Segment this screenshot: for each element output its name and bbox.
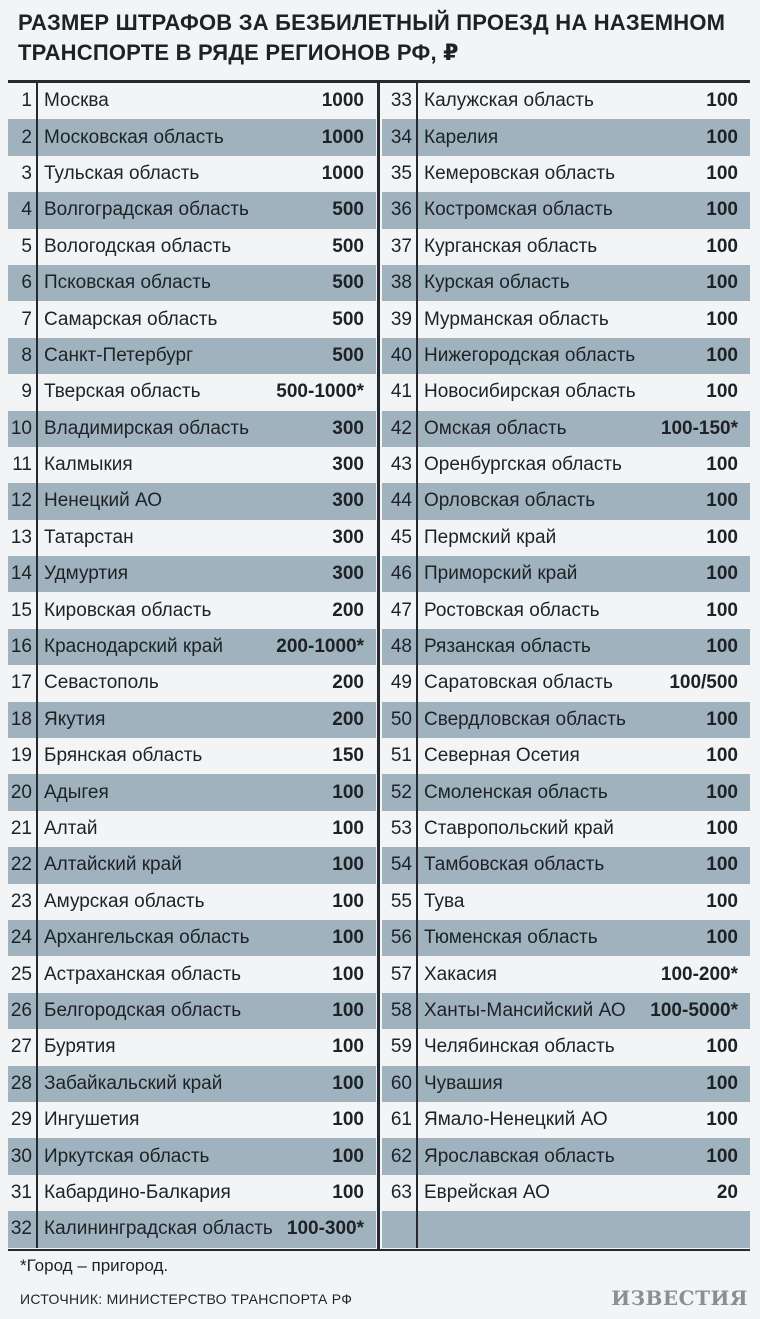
row-number: 1 <box>8 83 38 119</box>
table-row <box>382 920 750 956</box>
table-column-left <box>8 83 376 1249</box>
region-name: Тульская область <box>44 162 200 184</box>
fine-value: 100 <box>706 344 738 366</box>
row-number: 14 <box>8 556 38 592</box>
fine-value: 150 <box>332 745 364 767</box>
fine-value: 100 <box>332 927 364 949</box>
region-name: Нижегородская область <box>424 344 636 366</box>
region-name: Адыгея <box>44 781 109 803</box>
fine-value: 100 <box>332 818 364 839</box>
row-number: 56 <box>382 920 418 956</box>
row-number: 62 <box>382 1138 418 1174</box>
region-name: Орловская область <box>424 490 596 512</box>
table-row <box>8 702 376 738</box>
region-name: Бурятия <box>44 1036 116 1058</box>
region-name: Костромская область <box>424 199 613 221</box>
table-row <box>382 338 750 374</box>
table-row <box>382 738 750 774</box>
fine-value: 100 <box>706 126 738 148</box>
row-number: 61 <box>382 1102 418 1138</box>
region-name: Москва <box>44 90 109 112</box>
table-row <box>382 993 750 1029</box>
table-row <box>8 1102 376 1138</box>
row-number: 18 <box>8 702 38 738</box>
region-name: Самарская область <box>44 308 218 330</box>
row-number: 36 <box>382 192 418 228</box>
table-row <box>8 192 376 228</box>
fine-value: 100 <box>332 963 364 985</box>
table-row <box>382 1138 750 1174</box>
fine-value: 100 <box>706 162 738 184</box>
region-name: Алтайский край <box>44 854 182 876</box>
region-name: Татарстан <box>44 526 134 548</box>
table-row <box>8 665 376 701</box>
region-name: Волгоградская область <box>44 199 249 221</box>
fine-value: 100/500 <box>669 672 738 694</box>
region-name: Псковская область <box>44 272 211 294</box>
region-name: Приморский край <box>424 563 578 585</box>
row-number: 23 <box>8 884 38 920</box>
region-name: Оренбургская область <box>424 454 622 476</box>
table-row <box>8 884 376 920</box>
fine-value: 20 <box>716 1181 738 1203</box>
fine-value: 300 <box>332 417 364 439</box>
fine-value: 100 <box>706 454 738 476</box>
row-number: 9 <box>8 374 38 410</box>
fine-value: 100 <box>332 854 364 876</box>
table-row <box>8 774 376 810</box>
fine-value: 200 <box>332 672 364 694</box>
region-name: Тюменская область <box>424 927 598 949</box>
fine-value: 100 <box>706 199 738 221</box>
region-name: Калининградская область <box>44 1218 273 1240</box>
table-row <box>382 592 750 628</box>
fine-value: 100 <box>706 308 738 330</box>
row-number: 46 <box>382 556 418 592</box>
fine-value: 200 <box>332 708 364 730</box>
fine-value: 100 <box>706 381 738 403</box>
row-number: 60 <box>382 1066 418 1102</box>
row-number: 50 <box>382 702 418 738</box>
table-row <box>382 1175 750 1211</box>
region-name: Тверская область <box>44 381 201 403</box>
row-number: 41 <box>382 374 418 410</box>
region-name: Московская область <box>44 126 224 148</box>
row-number: 31 <box>8 1175 38 1211</box>
fine-value: 500-1000* <box>276 381 364 403</box>
table-row <box>8 338 376 374</box>
fine-value: 1000 <box>321 126 364 148</box>
row-number: 49 <box>382 665 418 701</box>
table-row <box>382 847 750 883</box>
region-name: Челябинская область <box>424 1036 615 1058</box>
fine-value: 300 <box>332 526 364 548</box>
region-name: Кировская область <box>44 599 212 621</box>
table-row <box>382 956 750 992</box>
region-name: Смоленская область <box>424 781 608 803</box>
row-number: 54 <box>382 847 418 883</box>
region-name: Тува <box>424 890 465 912</box>
region-name: Калмыкия <box>44 454 133 476</box>
row-number: 34 <box>382 119 418 155</box>
row-number: 21 <box>8 811 38 847</box>
fine-value: 100-200* <box>660 963 738 985</box>
table-row <box>382 629 750 665</box>
row-number: 25 <box>8 956 38 992</box>
region-name: Владимирская область <box>44 417 249 439</box>
row-number: 7 <box>8 301 38 337</box>
table-row <box>382 265 750 301</box>
fine-value: 1000 <box>321 90 364 112</box>
fine-value: 100 <box>706 1072 738 1094</box>
fine-value: 100 <box>706 526 738 548</box>
region-name: Амурская область <box>44 890 205 912</box>
region-name: Удмуртия <box>44 563 128 585</box>
region-name: Иркутская область <box>44 1145 210 1167</box>
fine-value: 100 <box>706 235 738 257</box>
row-number: 12 <box>8 483 38 519</box>
table-row <box>8 520 376 556</box>
fine-value: 100 <box>706 563 738 585</box>
row-number: 52 <box>382 774 418 810</box>
row-number: 63 <box>382 1175 418 1211</box>
fine-value: 100-150* <box>660 417 738 439</box>
row-number: 11 <box>8 447 38 483</box>
table-row <box>8 920 376 956</box>
fine-value: 100 <box>332 1072 364 1094</box>
table-row <box>382 83 750 119</box>
fine-value: 100 <box>706 490 738 512</box>
izvestia-logo: ИЗВЕСТИЯ <box>611 1286 748 1310</box>
row-number: 10 <box>8 411 38 447</box>
row-number: 3 <box>8 156 38 192</box>
row-number: 39 <box>382 301 418 337</box>
table-row <box>8 592 376 628</box>
row-number: 30 <box>8 1138 38 1174</box>
table-row <box>382 374 750 410</box>
region-name: Тамбовская область <box>424 854 605 876</box>
row-number: 26 <box>8 993 38 1029</box>
fine-value: 100 <box>332 1036 364 1058</box>
table-row <box>8 847 376 883</box>
table-row <box>8 1138 376 1174</box>
row-number: 58 <box>382 993 418 1029</box>
region-name: Карелия <box>424 126 499 148</box>
table-row <box>8 556 376 592</box>
table-row <box>8 156 376 192</box>
row-number <box>382 1211 418 1247</box>
table-row <box>8 1029 376 1065</box>
source-note: ИСТОЧНИК: МИНИСТЕРСТВО ТРАНСПОРТА РФ <box>20 1291 353 1307</box>
region-name: Чувашия <box>424 1072 503 1094</box>
fine-value: 100 <box>332 781 364 803</box>
row-number: 20 <box>8 774 38 810</box>
fine-value: 100 <box>706 745 738 767</box>
fine-value: 100 <box>706 890 738 912</box>
fine-value: 100 <box>706 1036 738 1058</box>
table-row <box>382 884 750 920</box>
region-name: Курская область <box>424 272 570 294</box>
row-number: 35 <box>382 156 418 192</box>
region-name: Северная Осетия <box>424 745 580 767</box>
region-name: Ненецкий АО <box>44 490 163 512</box>
fine-value: 100 <box>332 1109 364 1131</box>
region-name: Мурманская область <box>424 308 609 330</box>
table-row <box>8 119 376 155</box>
row-number: 4 <box>8 192 38 228</box>
row-number: 28 <box>8 1066 38 1102</box>
region-name: Ярославская область <box>424 1145 615 1167</box>
fine-value: 100 <box>332 890 364 912</box>
row-number: 19 <box>8 738 38 774</box>
region-name: Белгородская область <box>44 999 242 1021</box>
row-number: 22 <box>8 847 38 883</box>
fine-value: 500 <box>332 308 364 330</box>
table-row <box>8 447 376 483</box>
row-number: 6 <box>8 265 38 301</box>
table-row <box>382 702 750 738</box>
region-name: Хакасия <box>424 963 497 985</box>
region-name: Еврейская АО <box>424 1181 550 1203</box>
region-name: Омская область <box>424 417 567 439</box>
table-row <box>382 1029 750 1065</box>
table-row <box>8 1066 376 1102</box>
fine-value: 100 <box>706 90 738 112</box>
table-row <box>382 411 750 447</box>
table-row <box>8 265 376 301</box>
table-row <box>382 119 750 155</box>
region-name: Свердловская область <box>424 708 626 730</box>
table-row <box>8 229 376 265</box>
table-row <box>8 1211 376 1247</box>
region-name: Курганская область <box>424 235 598 257</box>
fine-value: 500 <box>332 199 364 221</box>
row-number: 13 <box>8 520 38 556</box>
region-name: Брянская область <box>44 745 203 767</box>
fine-value: 100 <box>706 1145 738 1167</box>
table-row <box>382 520 750 556</box>
footnote: *Город – пригород. <box>20 1256 169 1275</box>
table-row <box>8 411 376 447</box>
fine-value: 100 <box>332 999 364 1021</box>
row-number: 45 <box>382 520 418 556</box>
row-number: 33 <box>382 83 418 119</box>
table-row <box>8 811 376 847</box>
region-name: Ингушетия <box>44 1109 140 1131</box>
fine-value: 100 <box>332 1145 364 1167</box>
fine-value: 100 <box>332 1181 364 1203</box>
table-row <box>382 774 750 810</box>
region-name: Вологодская область <box>44 235 232 257</box>
table-row <box>8 738 376 774</box>
fine-value: 500 <box>332 272 364 294</box>
row-number: 55 <box>382 884 418 920</box>
fine-value: 100 <box>706 781 738 803</box>
table-row <box>382 1102 750 1138</box>
fine-value: 300 <box>332 563 364 585</box>
region-name: Астраханская область <box>44 963 242 985</box>
row-number: 32 <box>8 1211 38 1247</box>
table-row <box>382 229 750 265</box>
row-number: 53 <box>382 811 418 847</box>
region-name: Забайкальский край <box>44 1072 223 1094</box>
table-row <box>8 83 376 119</box>
region-name: Севастополь <box>44 672 159 694</box>
row-number: 5 <box>8 229 38 265</box>
row-number: 42 <box>382 411 418 447</box>
row-number: 38 <box>382 265 418 301</box>
region-name: Алтай <box>44 818 98 839</box>
row-number: 17 <box>8 665 38 701</box>
row-number: 48 <box>382 629 418 665</box>
table-row <box>8 993 376 1029</box>
fine-value: 200 <box>332 599 364 621</box>
table-row <box>382 156 750 192</box>
table-row <box>8 956 376 992</box>
fines-table <box>8 80 750 1251</box>
column-divider <box>377 83 380 1249</box>
row-number: 16 <box>8 629 38 665</box>
fine-value: 100 <box>706 854 738 876</box>
fine-value: 100 <box>706 599 738 621</box>
fine-value: 100-300* <box>286 1218 364 1240</box>
region-name: Краснодарский край <box>44 636 223 658</box>
fine-value: 1000 <box>321 162 364 184</box>
region-name: Якутия <box>44 708 106 730</box>
region-name: Архангельская область <box>44 927 250 949</box>
fine-value: 100 <box>706 272 738 294</box>
row-number: 43 <box>382 447 418 483</box>
table-row <box>382 447 750 483</box>
chart-title: РАЗМЕР ШТРАФОВ ЗА БЕЗБИЛЕТНЫЙ ПРОЕЗД НА НАЗЕМНОМ ТРАНСПОРТЕ В РЯДЕ РЕГИОНОВ РФ, ₽ <box>18 10 726 65</box>
table-row <box>382 556 750 592</box>
fine-value: 100 <box>706 708 738 730</box>
table-row <box>8 301 376 337</box>
region-name: Саратовская область <box>424 672 613 694</box>
region-name: Ханты-Мансийский АО <box>424 999 626 1021</box>
row-number: 24 <box>8 920 38 956</box>
row-number: 57 <box>382 956 418 992</box>
row-number: 29 <box>8 1102 38 1138</box>
table-row <box>382 192 750 228</box>
region-name: Кемеровская область <box>424 162 615 184</box>
row-number: 8 <box>8 338 38 374</box>
table-row <box>382 665 750 701</box>
fine-value: 100 <box>706 1109 738 1131</box>
table-row <box>8 374 376 410</box>
row-number: 27 <box>8 1029 38 1065</box>
fine-value: 300 <box>332 454 364 476</box>
region-name: Пермский край <box>424 526 557 548</box>
row-number: 15 <box>8 592 38 628</box>
table-row <box>382 811 750 847</box>
region-name: Кабардино-Балкария <box>44 1181 231 1203</box>
region-name: Ямало-Ненецкий АО <box>424 1109 608 1131</box>
region-name: Новосибирская область <box>424 381 636 403</box>
region-name: Санкт-Петербург <box>44 344 194 366</box>
fine-value: 100-5000* <box>650 999 738 1021</box>
fine-value: 500 <box>332 235 364 257</box>
fine-value: 100 <box>706 927 738 949</box>
table-row <box>8 1175 376 1211</box>
fine-value: 300 <box>332 490 364 512</box>
table-row <box>382 1066 750 1102</box>
fine-value: 200-1000* <box>276 636 364 658</box>
table-row <box>382 301 750 337</box>
row-number: 51 <box>382 738 418 774</box>
region-name: Калужская область <box>424 90 594 112</box>
table-row <box>8 629 376 665</box>
row-number: 59 <box>382 1029 418 1065</box>
fine-value: 500 <box>332 344 364 366</box>
table-row <box>8 483 376 519</box>
row-number: 47 <box>382 592 418 628</box>
row-number: 40 <box>382 338 418 374</box>
fine-value: 100 <box>706 636 738 658</box>
region-name: Рязанская область <box>424 636 591 658</box>
row-number: 37 <box>382 229 418 265</box>
fine-value: 100 <box>706 818 738 839</box>
table-column-right <box>382 83 750 1249</box>
table-row <box>382 1211 750 1247</box>
region-name: Ставропольский край <box>424 818 614 839</box>
region-name: Ростовская область <box>424 599 600 621</box>
row-number: 2 <box>8 119 38 155</box>
row-number: 44 <box>382 483 418 519</box>
table-row <box>382 483 750 519</box>
